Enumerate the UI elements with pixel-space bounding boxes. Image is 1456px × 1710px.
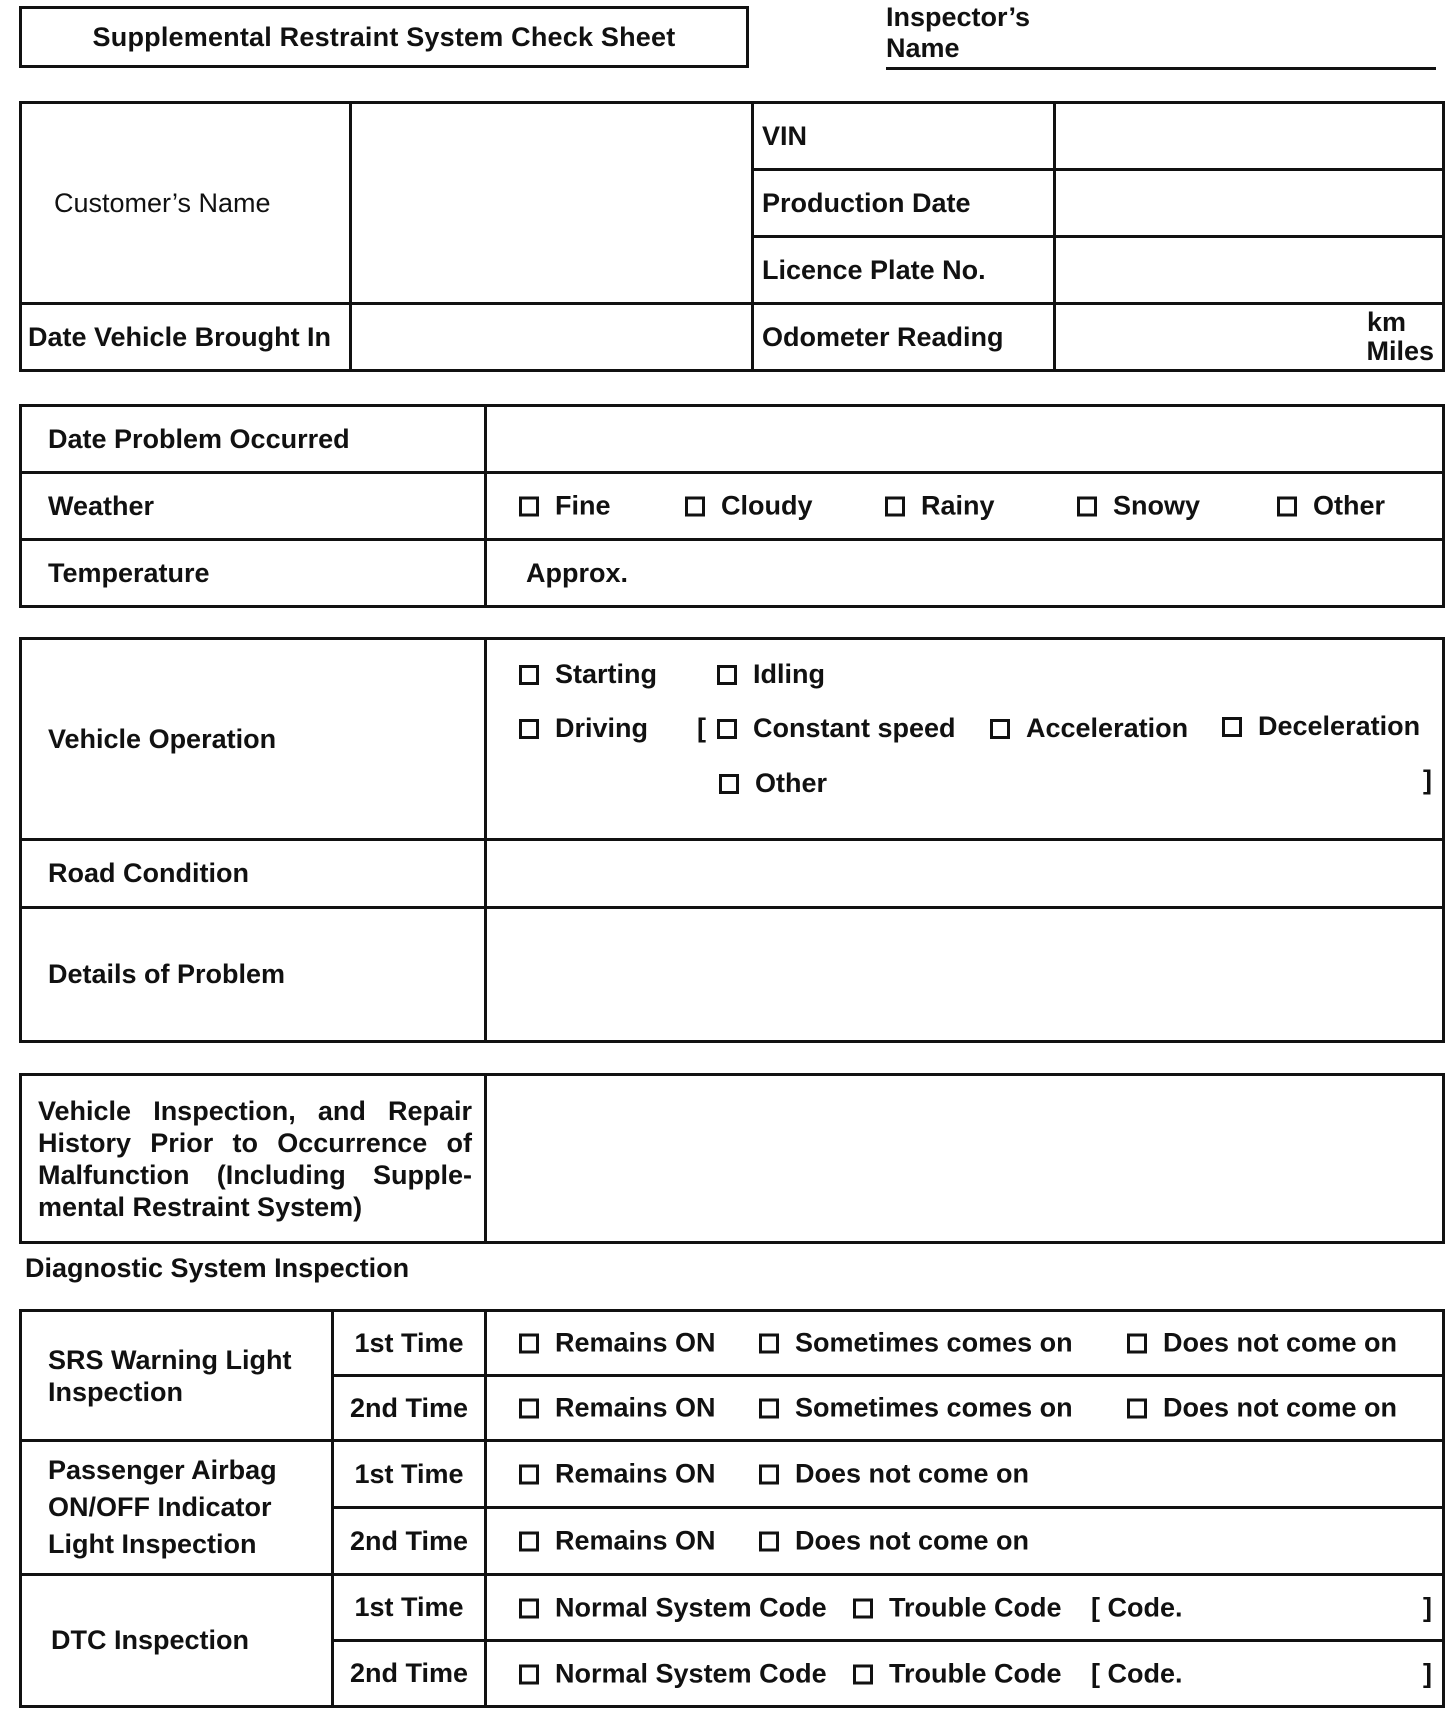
checkbox-icon[interactable]: [519, 1598, 539, 1618]
srs-2nd-time: 2nd Time: [333, 1376, 486, 1441]
checkbox-icon[interactable]: [1127, 1399, 1147, 1419]
checkbox-icon[interactable]: [759, 1532, 779, 1552]
inspector-name-field[interactable]: [886, 2, 1436, 70]
weather-other-option[interactable]: Other: [1277, 491, 1385, 522]
weather-fine-option[interactable]: Fine: [519, 491, 611, 522]
vehicle-info-table: [19, 101, 1445, 372]
odometer-label: Odometer Reading: [753, 304, 1055, 371]
customer-name-label: Customer’s Name: [21, 103, 351, 304]
licence-plate-label: Licence Plate No.: [753, 237, 1055, 304]
does-not-come-on-option[interactable]: Does not come on: [759, 1459, 1029, 1490]
history-label: Vehicle Inspection, and Repair History Prior to Occurrence of Malfunction (Including Supple-mental Restraint System): [21, 1075, 486, 1243]
remains-on-option[interactable]: Remains ON: [519, 1393, 716, 1424]
date-problem-label: Date Problem Occurred: [21, 406, 486, 473]
passenger-1st-options: [486, 1441, 1444, 1508]
remains-on-option[interactable]: Remains ON: [519, 1526, 716, 1557]
starting-option[interactable]: Starting: [519, 659, 657, 690]
idling-option[interactable]: Idling: [717, 659, 825, 690]
details-field[interactable]: [486, 908, 1444, 1042]
code-open-bracket: [ Code.: [1091, 1658, 1183, 1688]
weather-cloudy-option[interactable]: Cloudy: [685, 491, 813, 522]
dtc-2nd-time: 2nd Time: [333, 1641, 486, 1707]
date-brought-in-label: Date Vehicle Brought In: [21, 304, 351, 371]
remains-on-option[interactable]: Remains ON: [519, 1328, 716, 1359]
customer-name-field[interactable]: [351, 103, 753, 304]
checkbox-icon[interactable]: [519, 1399, 539, 1419]
checkbox-icon[interactable]: [717, 719, 737, 739]
checkbox-icon[interactable]: [519, 1664, 539, 1684]
licence-plate-field[interactable]: [1055, 237, 1444, 304]
operation-table: [19, 637, 1445, 1043]
inspector-label-line2: Name: [886, 33, 960, 63]
weather-label: Weather: [21, 473, 486, 540]
checkbox-icon[interactable]: [519, 665, 539, 685]
checkbox-icon[interactable]: [885, 497, 905, 517]
checkbox-icon[interactable]: [759, 1399, 779, 1419]
checkbox-icon[interactable]: [685, 497, 705, 517]
dtc-label: DTC Inspection: [21, 1575, 333, 1707]
checkbox-icon[interactable]: [1277, 497, 1297, 517]
passenger-label-line1: Passenger Airbag: [48, 1455, 277, 1485]
details-label: Details of Problem: [21, 908, 486, 1042]
passenger-label-line2: ON/OFF Indicator: [48, 1492, 272, 1522]
checkbox-icon[interactable]: [519, 497, 539, 517]
checkbox-icon[interactable]: [719, 774, 739, 794]
srs-1st-time: 1st Time: [333, 1311, 486, 1376]
does-not-come-on-option[interactable]: Does not come on: [1127, 1328, 1397, 1359]
checkbox-icon[interactable]: [759, 1334, 779, 1354]
sheet-title: Supplemental Restraint System Check Sheet: [19, 6, 749, 68]
dtc-1st-time: 1st Time: [333, 1575, 486, 1641]
vehicle-operation-options: [486, 639, 1444, 840]
srs-2nd-options: [486, 1376, 1444, 1441]
code-close-bracket: ]: [1423, 1658, 1432, 1688]
checkbox-icon[interactable]: [853, 1664, 873, 1684]
checkbox-icon[interactable]: [717, 665, 737, 685]
sometimes-on-option[interactable]: Sometimes comes on: [759, 1328, 1073, 1359]
conditions-table: [19, 404, 1445, 608]
trouble-code-option[interactable]: Trouble Code: [853, 1592, 1062, 1623]
normal-code-option[interactable]: Normal System Code: [519, 1658, 827, 1689]
date-brought-in-field[interactable]: [351, 304, 753, 371]
open-bracket: [: [697, 713, 706, 743]
srs-label: SRS Warning Light Inspection: [21, 1311, 333, 1441]
odometer-field[interactable]: [1055, 304, 1444, 371]
temperature-label: Temperature: [21, 540, 486, 607]
driving-option[interactable]: Driving: [519, 713, 648, 744]
checkbox-icon[interactable]: [1127, 1334, 1147, 1354]
constant-speed-option[interactable]: Constant speed: [717, 713, 956, 744]
checkbox-icon[interactable]: [853, 1598, 873, 1618]
code-close-bracket: ]: [1423, 1592, 1432, 1622]
checkbox-icon[interactable]: [759, 1465, 779, 1485]
production-date-label: Production Date: [753, 170, 1055, 237]
history-field[interactable]: [486, 1075, 1444, 1243]
date-problem-field[interactable]: [486, 406, 1444, 473]
diagnostic-table: [19, 1309, 1445, 1708]
vehicle-operation-label: Vehicle Operation: [21, 639, 486, 840]
checkbox-icon[interactable]: [1222, 717, 1242, 737]
does-not-come-on-option[interactable]: Does not come on: [1127, 1393, 1397, 1424]
passenger-2nd-time: 2nd Time: [333, 1508, 486, 1575]
passenger-label-line3: Light Inspection: [48, 1529, 257, 1559]
weather-snowy-option[interactable]: Snowy: [1077, 491, 1200, 522]
vin-label: VIN: [753, 103, 1055, 170]
does-not-come-on-option[interactable]: Does not come on: [759, 1526, 1029, 1557]
weather-options: [486, 473, 1444, 540]
passenger-2nd-options: [486, 1508, 1444, 1575]
srs-1st-options: [486, 1311, 1444, 1376]
operation-other-option[interactable]: Other: [719, 768, 827, 799]
diagnostic-title: Diagnostic System Inspection: [25, 1253, 410, 1283]
history-table: [19, 1073, 1445, 1244]
remains-on-option[interactable]: Remains ON: [519, 1459, 716, 1490]
road-condition-field[interactable]: [486, 840, 1444, 908]
production-date-field[interactable]: [1055, 170, 1444, 237]
weather-rainy-option[interactable]: Rainy: [885, 491, 995, 522]
passenger-airbag-label: [21, 1441, 333, 1575]
inspector-label-line1: Inspector’s: [886, 2, 1031, 32]
code-open-bracket: [ Code.: [1091, 1592, 1183, 1622]
deceleration-option[interactable]: Deceleration: [1222, 711, 1420, 742]
dtc-1st-options: [486, 1575, 1444, 1641]
unit-miles: Miles: [1366, 336, 1434, 366]
temperature-field[interactable]: Approx.: [486, 540, 1444, 607]
checkbox-icon[interactable]: [519, 1334, 539, 1354]
close-bracket: ]: [1423, 765, 1432, 795]
sometimes-on-option[interactable]: Sometimes comes on: [759, 1393, 1073, 1424]
unit-km: km: [1366, 307, 1406, 337]
passenger-1st-time: 1st Time: [333, 1441, 486, 1508]
road-condition-label: Road Condition: [21, 840, 486, 908]
checkbox-icon[interactable]: [1077, 497, 1097, 517]
checkbox-icon[interactable]: [519, 1465, 539, 1485]
acceleration-option[interactable]: Acceleration: [990, 713, 1188, 744]
normal-code-option[interactable]: Normal System Code: [519, 1592, 827, 1623]
checkbox-icon[interactable]: [519, 719, 539, 739]
trouble-code-option[interactable]: Trouble Code: [853, 1658, 1062, 1689]
checkbox-icon[interactable]: [990, 719, 1010, 739]
checkbox-icon[interactable]: [519, 1532, 539, 1552]
dtc-2nd-options: [486, 1641, 1444, 1707]
vin-field[interactable]: [1055, 103, 1444, 170]
